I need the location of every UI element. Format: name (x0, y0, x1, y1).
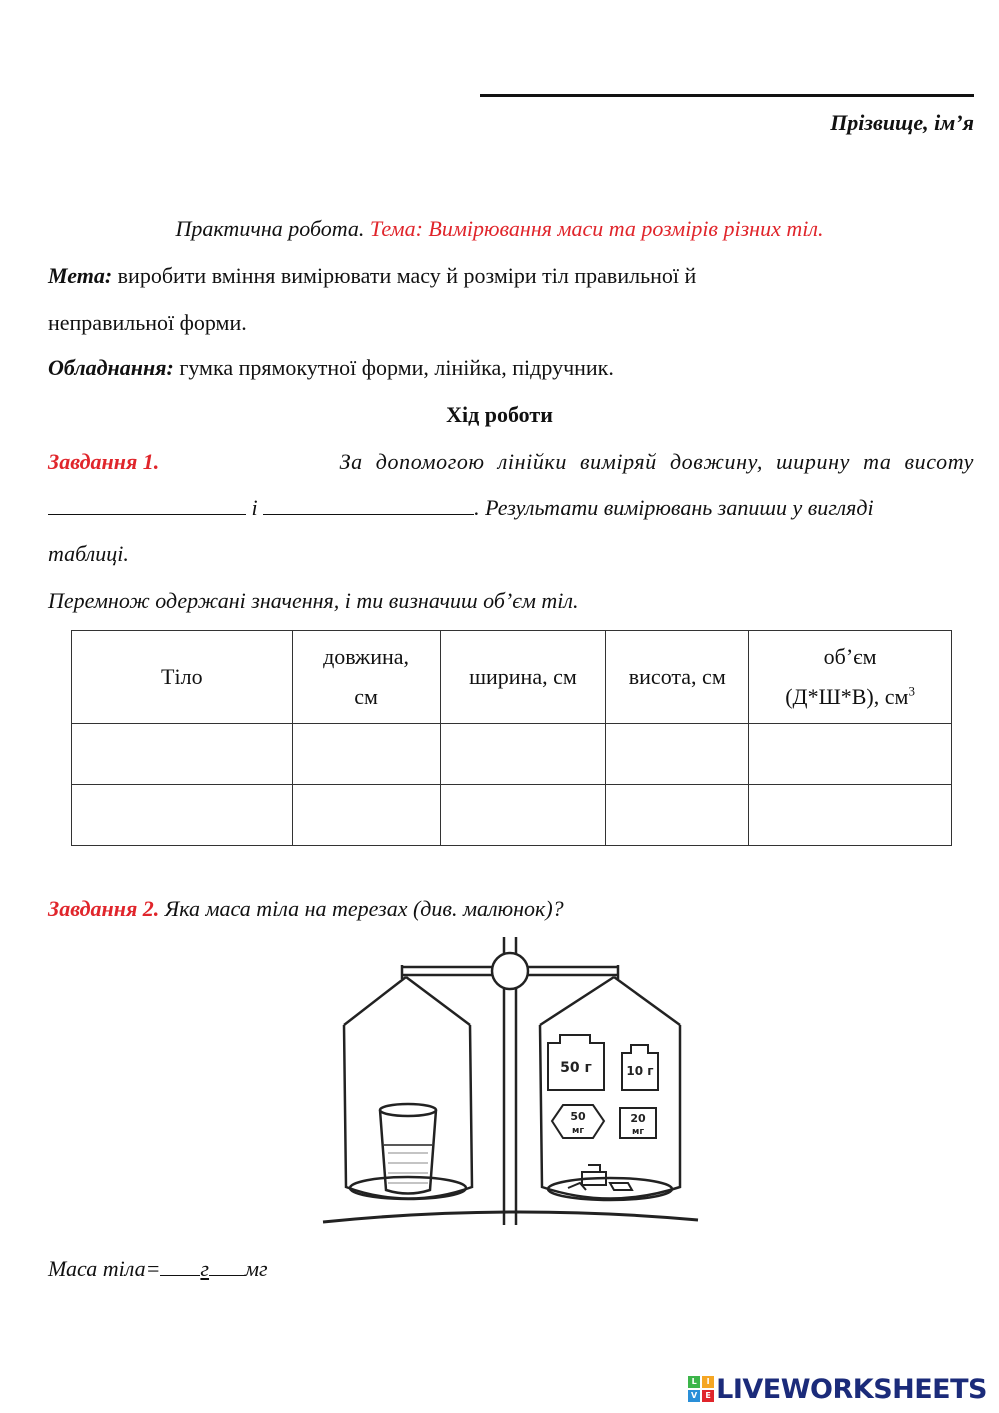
goal-line (48, 261, 696, 291)
svg-text:мг: мг (571, 1126, 585, 1136)
task2-label: Завдання 2. (48, 896, 160, 921)
title-prefix: Практична робота. (175, 216, 370, 241)
unit-milligrams: мг (245, 1256, 268, 1281)
table-cell[interactable] (606, 785, 749, 846)
table-cell[interactable] (440, 724, 606, 785)
svg-text:50: 50 (570, 1110, 586, 1123)
col-header-length: довжина, см (292, 631, 440, 724)
answer-line (48, 1254, 268, 1284)
task1-text-1: За допомогою лінійки виміряй довжину, ширину та висоту (339, 449, 974, 474)
object-2-blank[interactable] (263, 494, 474, 515)
task1-connector: і (246, 495, 264, 520)
svg-text:20: 20 (630, 1112, 646, 1125)
page-title (0, 214, 999, 244)
svg-text:10 г: 10 г (626, 1064, 654, 1078)
table-row (72, 724, 952, 785)
liveworksheets-logo-icon: L I V E (688, 1376, 714, 1402)
table-cell[interactable] (606, 724, 749, 785)
name-signature-line (480, 94, 974, 97)
table-cell[interactable] (749, 785, 952, 846)
table-row (72, 785, 952, 846)
weight-50g-icon (548, 1035, 604, 1090)
table-cell[interactable] (292, 785, 440, 846)
table-cell[interactable] (72, 724, 293, 785)
unit-grams: г (200, 1256, 210, 1281)
svg-text:50 г: 50 г (560, 1060, 592, 1076)
svg-text:мг: мг (631, 1127, 645, 1137)
task1-label: Завдання 1. (48, 449, 160, 474)
balance-scale-illustration (318, 935, 703, 1230)
equipment-text: гумка прямокутної форми, лінійка, підручник. (173, 355, 614, 380)
task1-line-3: таблиці. (48, 541, 129, 566)
table-cell[interactable] (440, 785, 606, 846)
object-1-blank[interactable] (48, 494, 246, 515)
goal-label: Мета: (48, 263, 113, 288)
name-label: Прізвище, ім’я (830, 110, 974, 135)
answer-prefix: Маса тіла= (48, 1256, 161, 1281)
title-topic: Тема: Вимірювання маси та розмірів різних тіл. (369, 216, 824, 241)
measurement-table (71, 630, 952, 846)
col-header-height: висота, см (606, 631, 749, 724)
glass-icon (380, 1104, 436, 1194)
goal-text: виробити вміння вимірювати масу й розміри тіл правильної й (112, 263, 697, 288)
equipment-label: Обладнання: (48, 355, 174, 380)
weight-20mg-icon (620, 1108, 656, 1138)
col-header-width: ширина, см (440, 631, 606, 724)
weight-10g-icon (622, 1045, 658, 1090)
goal-line-2: неправильної форми. (48, 310, 247, 335)
col-header-body: Тіло (72, 631, 293, 724)
table-cell[interactable] (749, 724, 952, 785)
milligrams-blank[interactable] (209, 1255, 245, 1276)
task1-line-4: Перемнож одержані значення, і ти визначиш об’єм тіл. (48, 588, 579, 613)
task1-line-1 (48, 447, 974, 477)
liveworksheets-logo (688, 1373, 987, 1405)
table-cell[interactable] (72, 785, 293, 846)
task1-text-2: . Результати вимірювань запиши у вигляді (474, 495, 874, 520)
progress-heading: Хід роботи (446, 402, 553, 427)
col-header-volume: об’єм (Д*Ш*В), $см^3$ (749, 631, 952, 724)
logo-text: LIVEWORKSHEETS (716, 1373, 987, 1405)
grams-blank[interactable] (160, 1255, 200, 1276)
task2-text: Яка маса тіла на терезах (див. малюнок)? (159, 896, 564, 921)
equipment-line (48, 353, 614, 383)
table-header-row (72, 631, 952, 724)
task2-line (48, 894, 564, 924)
weight-50mg-icon (552, 1105, 604, 1138)
table-cell[interactable] (292, 724, 440, 785)
task1-line-2 (48, 493, 874, 523)
